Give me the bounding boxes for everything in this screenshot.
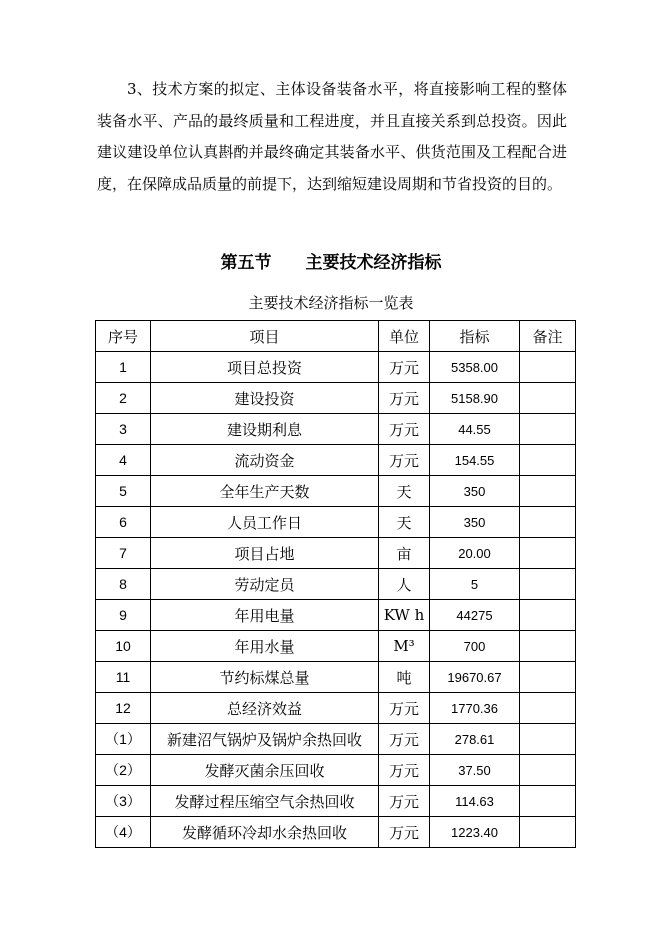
cell-note (520, 786, 576, 817)
section-heading (0, 248, 662, 273)
cell-unit: 天 (379, 476, 430, 507)
table-row (96, 600, 576, 631)
cell-no: 10 (96, 631, 151, 662)
cell-value: 5 (430, 569, 520, 600)
cell-unit: M³ (379, 631, 430, 662)
table-row (96, 755, 576, 786)
cell-unit: 万元 (379, 383, 430, 414)
cell-item: 节约标煤总量 (151, 662, 379, 693)
cell-unit: 人 (379, 569, 430, 600)
cell-no: 5 (96, 476, 151, 507)
cell-unit: 万元 (379, 724, 430, 755)
cell-note (520, 414, 576, 445)
table-row (96, 352, 576, 383)
cell-no: 4 (96, 445, 151, 476)
cell-note (520, 445, 576, 476)
table-row (96, 817, 576, 848)
table-row (96, 569, 576, 600)
cell-note (520, 693, 576, 724)
cell-no: （2） (96, 755, 151, 786)
cell-no: 11 (96, 662, 151, 693)
cell-item: 流动资金 (151, 445, 379, 476)
cell-item: 发酵循环冷却水余热回收 (151, 817, 379, 848)
header-value: 指标 (430, 321, 520, 352)
cell-value: 20.00 (430, 538, 520, 569)
cell-no: 1 (96, 352, 151, 383)
table-row (96, 631, 576, 662)
cell-item: 项目占地 (151, 538, 379, 569)
cell-note (520, 383, 576, 414)
cell-item: 全年生产天数 (151, 476, 379, 507)
table-row (96, 414, 576, 445)
indicators-table (95, 320, 576, 848)
header-note: 备注 (520, 321, 576, 352)
cell-item: 建设投资 (151, 383, 379, 414)
cell-value: 1223.40 (430, 817, 520, 848)
cell-no: 3 (96, 414, 151, 445)
cell-item: 劳动定员 (151, 569, 379, 600)
body-paragraph: 3、技术方案的拟定、主体设备装备水平，将直接影响工程的整体装备水平、产品的最终质量和工程进度，并且直接关系到总投资。因此建议建设单位认真斟酌并最终确定其装备水平、供货范围及工程配合进度，在保障成品质量的前提下，达到缩短建设周期和节省投资的目的。 (97, 80, 567, 193)
cell-value: 278.61 (430, 724, 520, 755)
cell-no: （4） (96, 817, 151, 848)
cell-value: 114.63 (430, 786, 520, 817)
cell-unit: 亩 (379, 538, 430, 569)
cell-note (520, 755, 576, 786)
table-row (96, 538, 576, 569)
cell-item: 发酵过程压缩空气余热回收 (151, 786, 379, 817)
table-row (96, 476, 576, 507)
table-row (96, 693, 576, 724)
cell-note (520, 476, 576, 507)
cell-value: 44275 (430, 600, 520, 631)
cell-value: 154.55 (430, 445, 520, 476)
cell-unit: 万元 (379, 445, 430, 476)
cell-unit: 万元 (379, 817, 430, 848)
cell-item: 发酵灭菌余压回收 (151, 755, 379, 786)
cell-unit: 万元 (379, 755, 430, 786)
table-caption: 主要技术经济指标一览表 (248, 294, 414, 312)
cell-no: （1） (96, 724, 151, 755)
section-number: 第五节 (220, 253, 272, 273)
table-row (96, 507, 576, 538)
section-title: 主要技术经济指标 (305, 253, 442, 273)
header-unit: 单位 (379, 321, 430, 352)
cell-no: 7 (96, 538, 151, 569)
cell-no: 8 (96, 569, 151, 600)
table-row (96, 662, 576, 693)
cell-unit: 天 (379, 507, 430, 538)
header-item: 项目 (151, 321, 379, 352)
cell-note (520, 817, 576, 848)
cell-note (520, 662, 576, 693)
cell-note (520, 538, 576, 569)
cell-note (520, 631, 576, 662)
cell-value: 700 (430, 631, 520, 662)
cell-item: 年用水量 (151, 631, 379, 662)
cell-value: 5358.00 (430, 352, 520, 383)
cell-item: 建设期利息 (151, 414, 379, 445)
cell-unit: 万元 (379, 414, 430, 445)
cell-item: 人员工作日 (151, 507, 379, 538)
cell-no: 9 (96, 600, 151, 631)
cell-value: 19670.67 (430, 662, 520, 693)
cell-note (520, 569, 576, 600)
cell-value: 350 (430, 476, 520, 507)
table-row (96, 786, 576, 817)
cell-no: 6 (96, 507, 151, 538)
table-row (96, 383, 576, 414)
table-row (96, 445, 576, 476)
cell-unit: KW h (379, 600, 430, 631)
cell-unit: 万元 (379, 352, 430, 383)
table-header-row (96, 321, 576, 352)
cell-unit: 万元 (379, 693, 430, 724)
cell-note (520, 600, 576, 631)
cell-item: 项目总投资 (151, 352, 379, 383)
cell-value: 44.55 (430, 414, 520, 445)
cell-note (520, 352, 576, 383)
header-no: 序号 (96, 321, 151, 352)
cell-no: 2 (96, 383, 151, 414)
cell-note (520, 507, 576, 538)
cell-no: 12 (96, 693, 151, 724)
cell-unit: 吨 (379, 662, 430, 693)
cell-no: （3） (96, 786, 151, 817)
cell-value: 1770.36 (430, 693, 520, 724)
cell-value: 5158.90 (430, 383, 520, 414)
cell-note (520, 724, 576, 755)
cell-item: 年用电量 (151, 600, 379, 631)
cell-value: 350 (430, 507, 520, 538)
cell-value: 37.50 (430, 755, 520, 786)
table-row (96, 724, 576, 755)
cell-item: 新建沼气锅炉及锅炉余热回收 (151, 724, 379, 755)
cell-unit: 万元 (379, 786, 430, 817)
cell-item: 总经济效益 (151, 693, 379, 724)
